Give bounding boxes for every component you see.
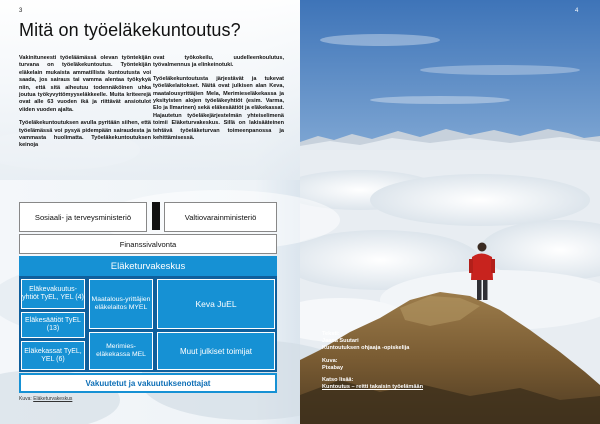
paragraph: ovat työkokeilu, uudelleenkoulutus, työvalmennus ja elinkeinotuki. bbox=[153, 55, 284, 69]
box-elakesaatiot: Eläkesäätiöt TyEL (13) bbox=[21, 312, 85, 338]
credits-caption bbox=[322, 331, 423, 396]
box-elakekassat: Eläkekassat TyEL, YEL (6) bbox=[21, 341, 85, 370]
box-keva: Keva JuEL bbox=[157, 279, 275, 329]
box-valtiovarainministerio: Valtiovarainministeriö bbox=[164, 202, 277, 232]
page-title: Mitä on työeläkekuntoutus? bbox=[19, 20, 241, 40]
box-merimieselakekassa: Merimies-eläkekassa MEL bbox=[89, 332, 153, 370]
body-column-1 bbox=[19, 55, 151, 156]
chart-source-label: Kuva: bbox=[19, 396, 32, 402]
credit-more-label: Katso lisää: bbox=[322, 377, 354, 384]
connector bbox=[152, 202, 160, 230]
credit-author-role: Kuntoutuksen ohjaaja -opiskelija bbox=[322, 345, 410, 352]
credit-photo-source: Pixabay bbox=[322, 364, 344, 371]
box-finanssivalvonta: Finanssivalvonta bbox=[19, 234, 277, 254]
credit-more bbox=[322, 377, 423, 391]
paragraph: Työeläkekuntoutuksen avulla pyritään siihen, että työelämässä voi pysyä pidempään sairaudesta ja vammasta huolimatta. Työeläkekuntoutuksen keinoja bbox=[19, 120, 151, 149]
page-number-right: 4 bbox=[575, 8, 579, 14]
box-elaketurvakeskus: Eläketurvakeskus bbox=[19, 256, 277, 276]
box-muut-julkiset-toimijat: Muut julkiset toimijat bbox=[157, 332, 275, 370]
paragraph: Vakinituneesti työeläämässä olevan työntekijän turvana on työeläkekuntoutus. Työntekijän eläkelain mukaista ammatillista kuntoutusta voi saada, jos sairaus tai vamma alentaa työkykyä niin, että sitä aiheutuu todennäköinen uhka joutua työkyvyttömyyseläkkeelle. Muita kriteerejä ovat alle 63 vuoden ikä ja riittävät ansiotulot viiden vuoden ajalta. bbox=[19, 55, 151, 113]
credit-text bbox=[322, 331, 423, 353]
credit-text-label: Teksti: bbox=[322, 331, 340, 337]
paragraph: Työeläkekuntoutusta järjestävät ja tukevat työeläkelaitokset. Näitä ovat julkisen alan Keva, maatalousyrittäjien Mela, Merimieseläkekassa ja yksityisten alojen työeläkeyhtiöt (esim. Varma, Elo ja Ilmarinen) sekä eläkesäätiöt ja eläkekassat. Hajautetun työeläkejärjestelmän yhteiselimenä toimii Eläketurvakeskus. Sillä on lakisääteinen tehtävä työeläketurvan toimeenpanossa ja kehittämisessä. bbox=[153, 75, 284, 142]
pension-system-org-chart bbox=[19, 198, 277, 394]
credit-author: Jaana Suutari bbox=[322, 338, 359, 345]
box-elakevakuutusyhtiot: Eläkevakuutus-yhtiöt TyEL, YEL (4) bbox=[21, 279, 85, 309]
box-vakuutetut: Vakuutetut ja vakuutuksenottajat bbox=[19, 373, 277, 393]
box-mela: Maatalous-yrittäjien eläkelaitos MYEL bbox=[89, 279, 153, 329]
credit-photo bbox=[322, 358, 423, 372]
chart-source-link[interactable]: Eläketurvakeskus bbox=[33, 396, 73, 402]
chart-source bbox=[19, 396, 72, 402]
page-number-left: 3 bbox=[19, 8, 23, 14]
body-column-2 bbox=[153, 55, 284, 148]
credit-more-link[interactable]: Kuntoutus – reitti takaisin työelämään bbox=[322, 384, 424, 391]
credit-photo-label: Kuva: bbox=[322, 357, 338, 364]
box-sosiaali-ja-terveysministerio: Sosiaali- ja terveysministeriö bbox=[19, 202, 147, 232]
